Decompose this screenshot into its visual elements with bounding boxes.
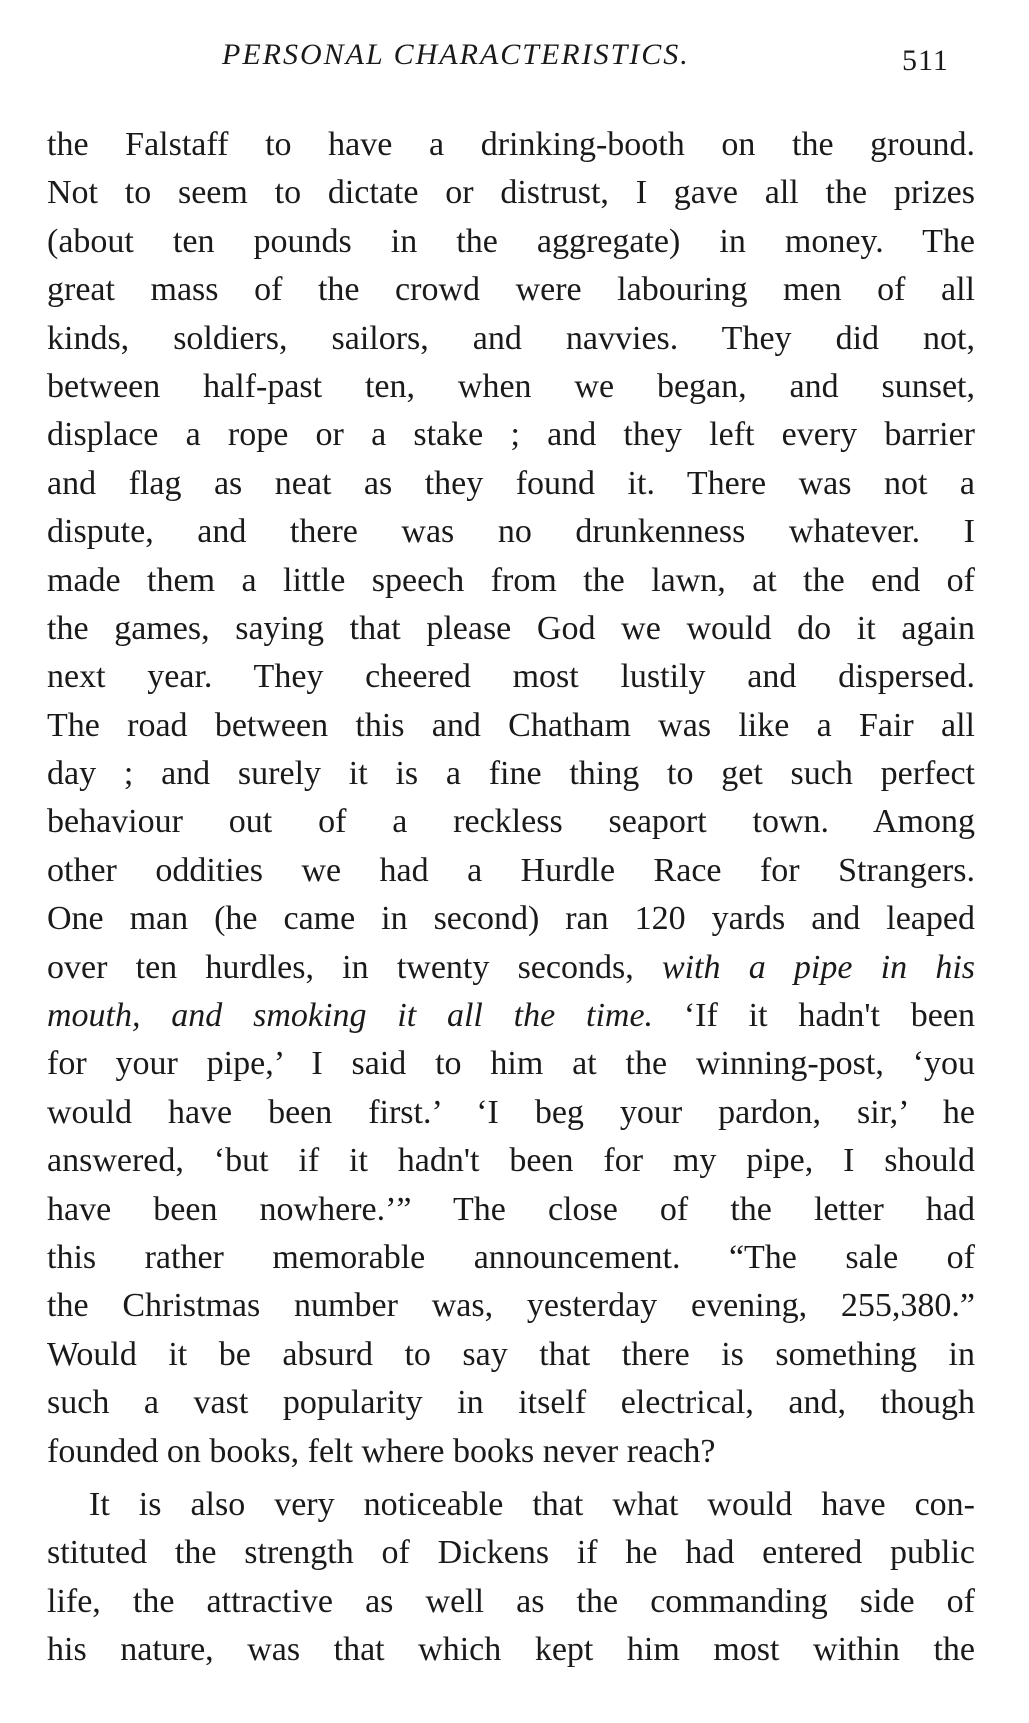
- text-line: displace a rope or a stake ; and they left every barrier: [47, 416, 975, 454]
- text-line: next year. They cheered most lustily and dispersed.: [47, 658, 975, 696]
- text-line: great mass of the crowd were labouring men of all: [47, 271, 975, 309]
- text-line: the Falstaff to have a drinking-booth on the ground.: [47, 126, 975, 163]
- running-title: PERSONAL CHARACTERISTICS.: [222, 38, 690, 71]
- text-line: One man (he came in second) ran 120 yards and leaped: [47, 900, 975, 938]
- text-line: the games, saying that please God we would do it again: [47, 609, 975, 647]
- text-line: such a vast popularity in itself electrical, and, though: [47, 1384, 975, 1422]
- text-line: day ; and surely it is a fine thing to get such perfect: [47, 755, 975, 793]
- text-line: kinds, soldiers, sailors, and navvies. They did not,: [47, 319, 975, 357]
- text-line: and flag as neat as they found it. There was not a: [47, 464, 975, 502]
- text-line: between half-past ten, when we began, and sunset,: [47, 367, 975, 405]
- text-line: Would it be absurd to say that there is something in: [47, 1335, 975, 1373]
- text-line: It is also very noticeable that what would have con-: [89, 1485, 975, 1523]
- text-line: life, the attractive as well as the commanding side of: [47, 1582, 975, 1620]
- italic-run: with a pipe in his: [661, 948, 976, 986]
- paragraph-2: [47, 1481, 975, 1675]
- text-line: (about ten pounds in the aggregate) in money. The: [47, 222, 975, 260]
- text-line: The road between this and Chatham was like a Fair all: [47, 706, 975, 744]
- text-line: behaviour out of a reckless seaport town. Among: [47, 803, 975, 841]
- text-line: have been nowhere.’” The close of the letter had: [47, 1190, 975, 1228]
- text-line: dispute, and there was no drunkenness whatever. I: [47, 513, 975, 551]
- page-number: 511: [902, 44, 949, 77]
- plain-run: ‘If it hadn't been: [653, 997, 975, 1035]
- text-line: other oddities we had a Hurdle Race for Strangers.: [47, 851, 975, 889]
- text-line: his nature, was that which kept him most within the: [47, 1631, 975, 1669]
- text-line: answered, ‘but if it hadn't been for my pipe, I should: [47, 1142, 975, 1180]
- text-line: the Christmas number was, yesterday evening, 255,380.”: [47, 1287, 975, 1325]
- text-line-mixed: [47, 944, 975, 992]
- text-line: would have been first.’ ‘I beg your pardon, sir,’ he: [47, 1093, 975, 1131]
- text-line: for your pipe,’ I said to him at the winning-post, ‘you: [47, 1045, 975, 1083]
- italic-run: mouth, and smoking it all the time.: [47, 997, 654, 1035]
- body-text: [47, 121, 975, 1675]
- text-line: founded on books, felt where books never reach?: [47, 1432, 716, 1470]
- plain-run: over ten hurdles, in twenty seconds,: [47, 948, 662, 986]
- text-line: made them a little speech from the lawn, at the end of: [47, 561, 975, 599]
- text-line: this rather memorable announcement. “The sale of: [47, 1238, 975, 1276]
- paragraph-1: [47, 121, 975, 1476]
- text-line: Not to seem to dictate or distrust, I gave all the prizes: [47, 174, 975, 212]
- text-line: stituted the strength of Dickens if he had entered public: [47, 1534, 975, 1572]
- text-line-mixed: [47, 992, 975, 1040]
